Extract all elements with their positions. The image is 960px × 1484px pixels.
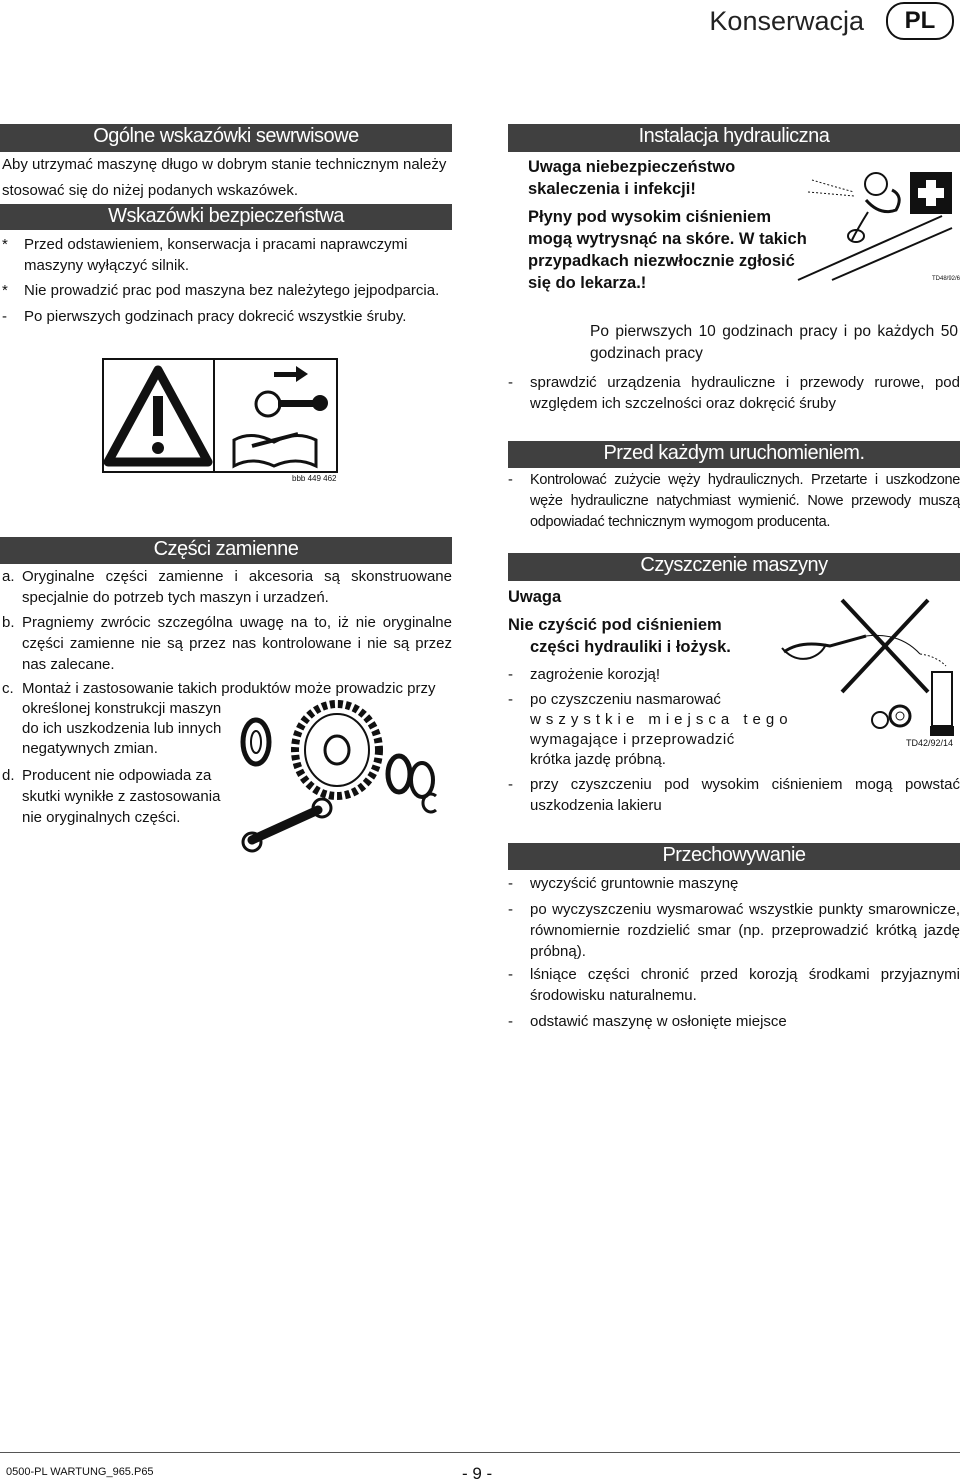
parts-item: d. Producent nie odpowiada za skutki wynikłe z zastosowania nie oryginalnych części. xyxy=(2,767,221,826)
general-section-header: Ogólne wskazówki sewrwisowe xyxy=(0,124,452,152)
storage-section-header: Przechowywanie xyxy=(508,843,960,870)
parts-item: a. Oryginalne części zamienne i akcesoria są skonstruowane specjalnie do potrzeb tych maszyn i urzadzeń. xyxy=(2,568,452,606)
storage-item: - lśniące części chronić przed korozją środkami przyjaznymi środowisku naturalnemu. xyxy=(508,966,960,1004)
parts-item: b. Pragniemy zwrócic szczególna uwagę na to, iż nie oryginalne części zamienne nie są przez nas kontrolowane i nie są przez nas zalecane. xyxy=(2,614,452,673)
cleaning-figure-code: TD42/92/14 xyxy=(906,738,954,748)
hydraulic-check-item: - sprawdzić urządzenia hydrauliczne i przewody rurowe, pod względem ich szczelności oraz dokręcić śruby xyxy=(508,374,960,412)
cleaning-section-header: Czyszczenie maszyny xyxy=(508,553,960,581)
cleaning-figure xyxy=(770,596,958,752)
safety-item: * Przed odstawieniem, konserwacja i pracami naprawczymi maszyny wyłączyć silnik. xyxy=(2,236,408,274)
safety-figure-code: bbb 449 462 xyxy=(292,474,337,483)
before-start-item: - Kontrolować zużycie węży hydraulicznych. Przetarte i uszkodzone węże hydrauliczne natychmiast wymienić. Nowe przewody muszą odpowiadać technicznym wymogom producenta. xyxy=(508,472,960,530)
cleaning-item: - zagrożenie korozją! xyxy=(508,666,661,683)
spare-parts-figure xyxy=(222,700,454,868)
cleaning-item: - po czyszczeniu nasmarować wszystkie miejsca tego wymagające i przeprowadzić krótka jazdę próbną. xyxy=(508,691,793,768)
hydraulic-interval: Po pierwszych 10 godzinach pracy i po każdych 50 godzinach pracy xyxy=(590,323,958,362)
page-title: Konserwacja xyxy=(709,6,864,36)
general-intro: Aby utrzymać maszynę długo w dobrym stanie technicznym należy stosować się do niżej podanych wskazówek. xyxy=(2,156,447,199)
safety-item: * Nie prowadzić prac pod maszyna bez należytego jejpodparcia. xyxy=(2,282,440,299)
storage-item: - po wyczyszczeniu wysmarować wszystkie punkty smarownicze, równomiernie rozdzielić smar (np. przeprowadzić krótką jazdę próbną). xyxy=(508,901,960,960)
before-start-section-header: Przed każdym uruchomieniem. xyxy=(508,441,960,468)
hydraulic-figure-code: TD48/92/6 xyxy=(932,276,960,282)
storage-item: - wyczyścić gruntownie maszynę xyxy=(508,875,739,892)
cleaning-last-item: - przy czyszczeniu pod wysokim ciśnieniem mogą powstać uszkodzenia lakieru xyxy=(508,776,960,814)
language-badge: PL xyxy=(886,2,954,40)
cleaning-warning-text: Nie czyścić pod ciśnieniem części hydrauliki i łożysk. xyxy=(508,616,731,656)
footer-divider xyxy=(0,1452,960,1453)
hydraulic-section-header: Instalacja hydrauliczna xyxy=(508,124,960,152)
hydraulic-injury-figure xyxy=(792,156,958,282)
safety-item: - Po pierwszych godzinach pracy dokrecić wszystkie śruby. xyxy=(2,308,407,325)
storage-item: - odstawić maszynę w osłonięte miejsce xyxy=(508,1013,787,1030)
safety-sign-figure xyxy=(102,358,338,486)
hydraulic-warning: Uwaga niebezpieczeństwo skaleczenia i infekcji! Płyny pod wysokim ciśnieniem mogą wytrysnąć na skóre. W takich przypadkach niezwłocznie zgłosić się do lekarza.! xyxy=(528,158,807,292)
parts-section-header: Części zamienne xyxy=(0,537,452,564)
safety-section-header: Wskazówki bezpieczeństwa xyxy=(0,204,452,230)
page-number: - 9 - xyxy=(462,1464,493,1483)
cleaning-warning-label: Uwaga xyxy=(508,588,562,606)
footer-file: 0500-PL WARTUNG_965.P65 xyxy=(6,1466,154,1478)
parts-item: c. Montaż i zastosowanie takich produktów może prowadzic przy określonej konstrukcji maszyn do ich uszkodzenia lub innych negatywnych zmian. xyxy=(2,680,436,757)
